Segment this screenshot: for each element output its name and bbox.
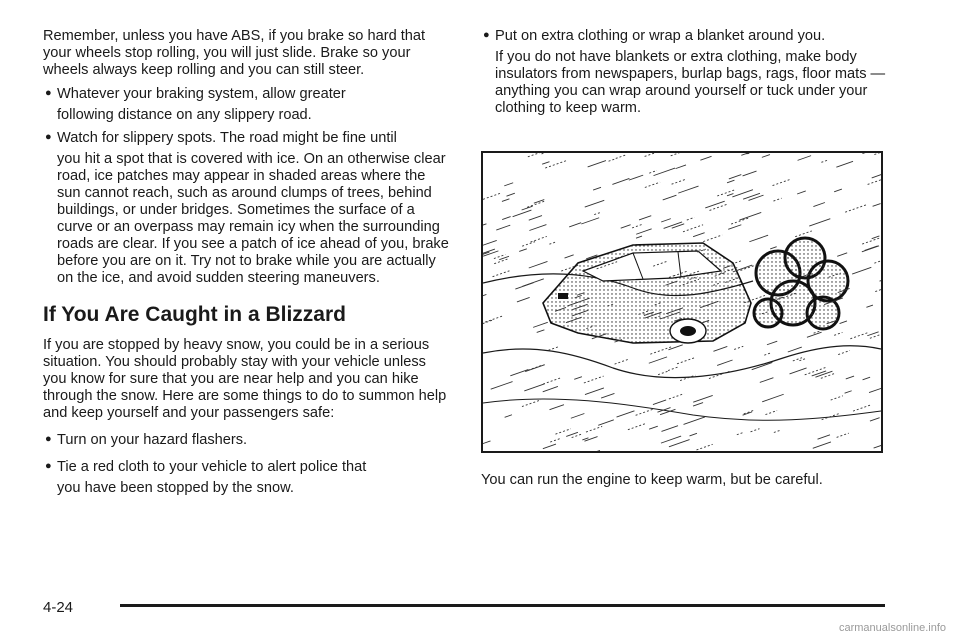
bullet-extra-clothing — [481, 28, 889, 117]
bullet-dot-icon: ● — [45, 131, 52, 143]
bullet-red-cloth — [43, 459, 451, 497]
section-heading: If You Are Caught in a Blizzard — [43, 303, 346, 326]
blizzard-car-drawing — [483, 153, 881, 451]
watermark: carmanualsonline.info — [838, 622, 946, 634]
figure-caption: You can run the engine to keep warm, but be careful. — [481, 472, 823, 488]
bullet-text-first: Watch for slippery spots. The road might be fine until — [57, 130, 397, 146]
abs-paragraph: Remember, unless you have ABS, if you brake so hard that your wheels stop rolling, you will just slide. Brake so your wheels always keep rolling and you can still steer. — [43, 28, 426, 78]
bullet-dot-icon: ● — [45, 460, 52, 472]
bullet-dot-icon: ● — [45, 87, 52, 99]
bullet-text-rest: following distance on any slippery road. — [57, 107, 312, 123]
bullet-text-first: Tie a red cloth to your vehicle to alert police that — [57, 459, 367, 475]
blizzard-paragraph: If you are stopped by heavy snow, you could be in a serious situation. You should probably stay with your vehicle unless you know for sure that you are near help and you can hike through the snow. Here are some things to do to summon help and keep yourself and your passengers safe: — [43, 337, 447, 421]
bullet-text-first: Turn on your hazard flashers. — [57, 432, 248, 448]
bullet-text-first: Put on extra clothing or wrap a blanket around you. — [495, 28, 826, 44]
blizzard-car-illustration — [481, 151, 883, 453]
left-column — [43, 28, 451, 497]
bullet-text-rest: you have been stopped by the snow. — [57, 480, 294, 496]
footer-rule — [120, 604, 885, 607]
page-number: 4-24 — [43, 599, 74, 616]
bullet-text-first: Whatever your braking system, allow greater — [57, 86, 346, 102]
bullet-hazard-flashers — [43, 432, 451, 449]
bullet-following-distance — [43, 86, 451, 124]
bullet-text-rest: If you do not have blankets or extra clothing, make body insulators from newspapers, burlap bags, rags, floor mats — anything you can wrap around yourself or tuck under your clothing to keep warm. — [495, 49, 886, 116]
bullet-text-rest: you hit a spot that is covered with ice. On an otherwise clear road, ice patches may appear in shaded areas where the sun cannot reach, such as around clumps of trees, behind buildings, or under bridges. Sometimes the surface of a curve or an overpass may remain icy when the surrounding roads are clear. If you see a patch of ice ahead of you, brake before you are on it. Try not to brake while you are actually on the ice, and avoid sudden steering maneuvers. — [57, 151, 449, 286]
bullet-slippery-spots — [43, 130, 451, 287]
bullet-dot-icon: ● — [483, 29, 490, 41]
bullet-dot-icon: ● — [45, 433, 52, 445]
right-column — [481, 28, 889, 117]
